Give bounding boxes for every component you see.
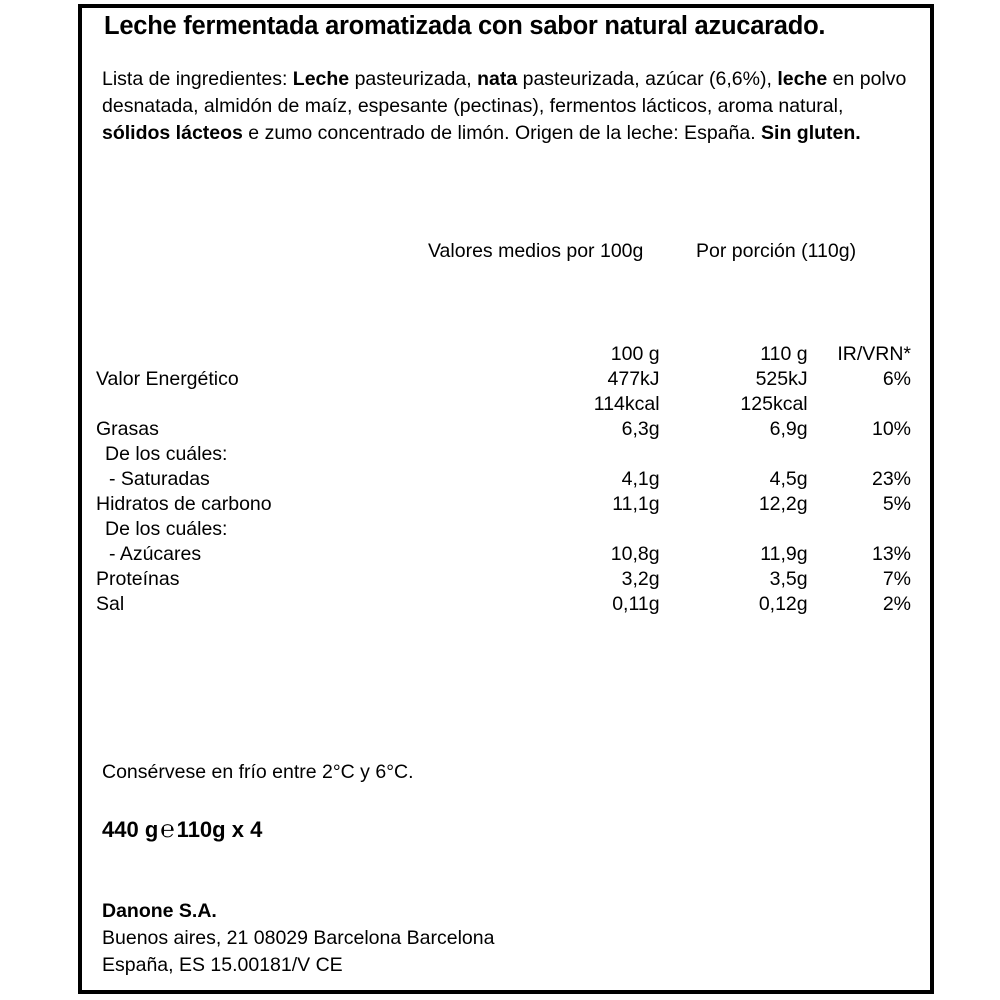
- nutrient-value-per-portion: 6,9g: [769, 418, 808, 440]
- gluten-free-claim: Sin gluten.: [761, 122, 861, 144]
- table-row: [96, 517, 924, 542]
- nutrient-label: - Azúcares: [109, 543, 202, 565]
- nutrient-reference-intake: 7%: [882, 568, 911, 590]
- table-row: [96, 467, 924, 492]
- ingredients-segment-4: e zumo concentrado de limón. Origen de la leche: España.: [242, 122, 762, 144]
- nutrient-value-per-portion: 12,2g: [758, 493, 808, 515]
- column-header-per-portion: 110 g: [760, 343, 808, 365]
- nutrient-value-per-100g: 0,11g: [612, 593, 660, 615]
- nutrient-label: Sal: [96, 593, 125, 615]
- nutrient-value-per-100g: 6,3g: [621, 418, 660, 440]
- nutrient-value-per-portion: 0,12g: [758, 593, 808, 615]
- nutrient-label: Proteínas: [96, 568, 180, 590]
- nutrient-value-per-portion: 3,5g: [769, 568, 808, 590]
- producer-country-code: España, ES 15.00181/V CE: [102, 954, 343, 976]
- nutrient-reference-intake: [816, 442, 924, 467]
- table-row: [96, 492, 924, 517]
- nutrient-reference-intake: 2%: [882, 593, 911, 615]
- nutrient-reference-intake: 10%: [871, 418, 911, 440]
- storage-instructions: Consérvese en frío entre 2°C y 6°C.: [102, 761, 414, 783]
- nutrient-label: Valor Energético: [96, 368, 239, 390]
- ingredients-lead: Lista de ingredientes:: [102, 68, 293, 90]
- nutrient-value-per-portion: 11,9g: [760, 543, 808, 565]
- nutrient-label: Grasas: [96, 418, 159, 440]
- table-header-row: [96, 342, 924, 367]
- nutrient-value-per-100g: 11,1g: [612, 493, 660, 515]
- allergen-leche: Leche: [292, 68, 350, 90]
- nutrient-reference-intake: 5%: [882, 493, 911, 515]
- table-row: [96, 367, 924, 392]
- allergen-nata: nata: [477, 68, 518, 90]
- nutrient-value-per-100g: 4,1g: [621, 468, 660, 490]
- nutrient-reference-intake: 6%: [882, 368, 911, 390]
- producer-address: Buenos aires, 21 08029 Barcelona Barcelona: [102, 927, 495, 949]
- nutrient-value-per-portion: 4,5g: [769, 468, 808, 490]
- product-title: Leche fermentada aromatizada con sabor natural azucarado.: [104, 12, 826, 40]
- ingredients-paragraph: [102, 66, 912, 147]
- table-row: [96, 442, 924, 467]
- table-row: [96, 417, 924, 442]
- nutrient-value-per-100g: 3,2g: [621, 568, 660, 590]
- column-header-per-100g: 100 g: [610, 343, 660, 365]
- column-header-label: [96, 342, 483, 367]
- nutrient-value-per-100g: 114kcal: [593, 393, 660, 415]
- table-row: [96, 567, 924, 592]
- nutrient-value-per-100g: 477kJ: [607, 368, 660, 390]
- nutrient-value-per-portion: [676, 517, 816, 542]
- nutrient-label: De los cuáles:: [105, 443, 228, 465]
- nutrient-value-per-100g: 10,8g: [610, 543, 660, 565]
- column-group-header-per-portion: Por porción (110g): [696, 240, 857, 262]
- nutrient-value-per-100g: [483, 517, 675, 542]
- producer-information: [102, 898, 494, 979]
- ingredients-segment-1: pasteurizada,: [349, 68, 478, 90]
- nutrient-value-per-portion: 125kcal: [740, 393, 808, 415]
- estimated-sign-icon: ℮: [160, 816, 175, 843]
- net-weight-total: 440 g: [102, 817, 159, 842]
- table-row: [96, 542, 924, 567]
- net-weight-units: 110g x 4: [176, 817, 263, 842]
- table-row: [96, 592, 924, 617]
- nutrient-reference-intake: 13%: [871, 543, 911, 565]
- nutrient-label: De los cuáles:: [105, 518, 228, 540]
- table-row: [96, 392, 924, 417]
- column-group-header-per-100g: Valores medios por 100g: [428, 240, 644, 262]
- nutrient-label: - Saturadas: [109, 468, 210, 490]
- ingredients-segment-3: en polvo desnatada, almidón de maíz, espesante (pectinas), fermentos lácticos, aroma natural,: [102, 68, 907, 117]
- nutrient-reference-intake: [816, 392, 924, 417]
- net-weight-line: [102, 816, 262, 844]
- nutrient-value-per-100g: [483, 442, 675, 467]
- nutrient-reference-intake: 23%: [871, 468, 911, 490]
- ingredients-segment-2: pasteurizada, azúcar (6,6%),: [517, 68, 778, 90]
- column-header-reference-intake: IR/VRN*: [837, 343, 911, 365]
- allergen-solidos-lacteos: sólidos lácteos: [102, 122, 243, 144]
- nutrient-label: Hidratos de carbono: [96, 493, 272, 515]
- label-content: [82, 8, 930, 990]
- nutrient-label: [96, 392, 483, 417]
- nutrient-value-per-portion: [676, 442, 816, 467]
- nutrition-facts-table: [96, 342, 924, 617]
- nutrient-reference-intake: [816, 517, 924, 542]
- nutrient-value-per-portion: 525kJ: [755, 368, 808, 390]
- allergen-leche-polvo: leche: [777, 68, 828, 90]
- producer-name: Danone S.A.: [102, 900, 217, 922]
- nutrition-label-frame: [78, 4, 934, 994]
